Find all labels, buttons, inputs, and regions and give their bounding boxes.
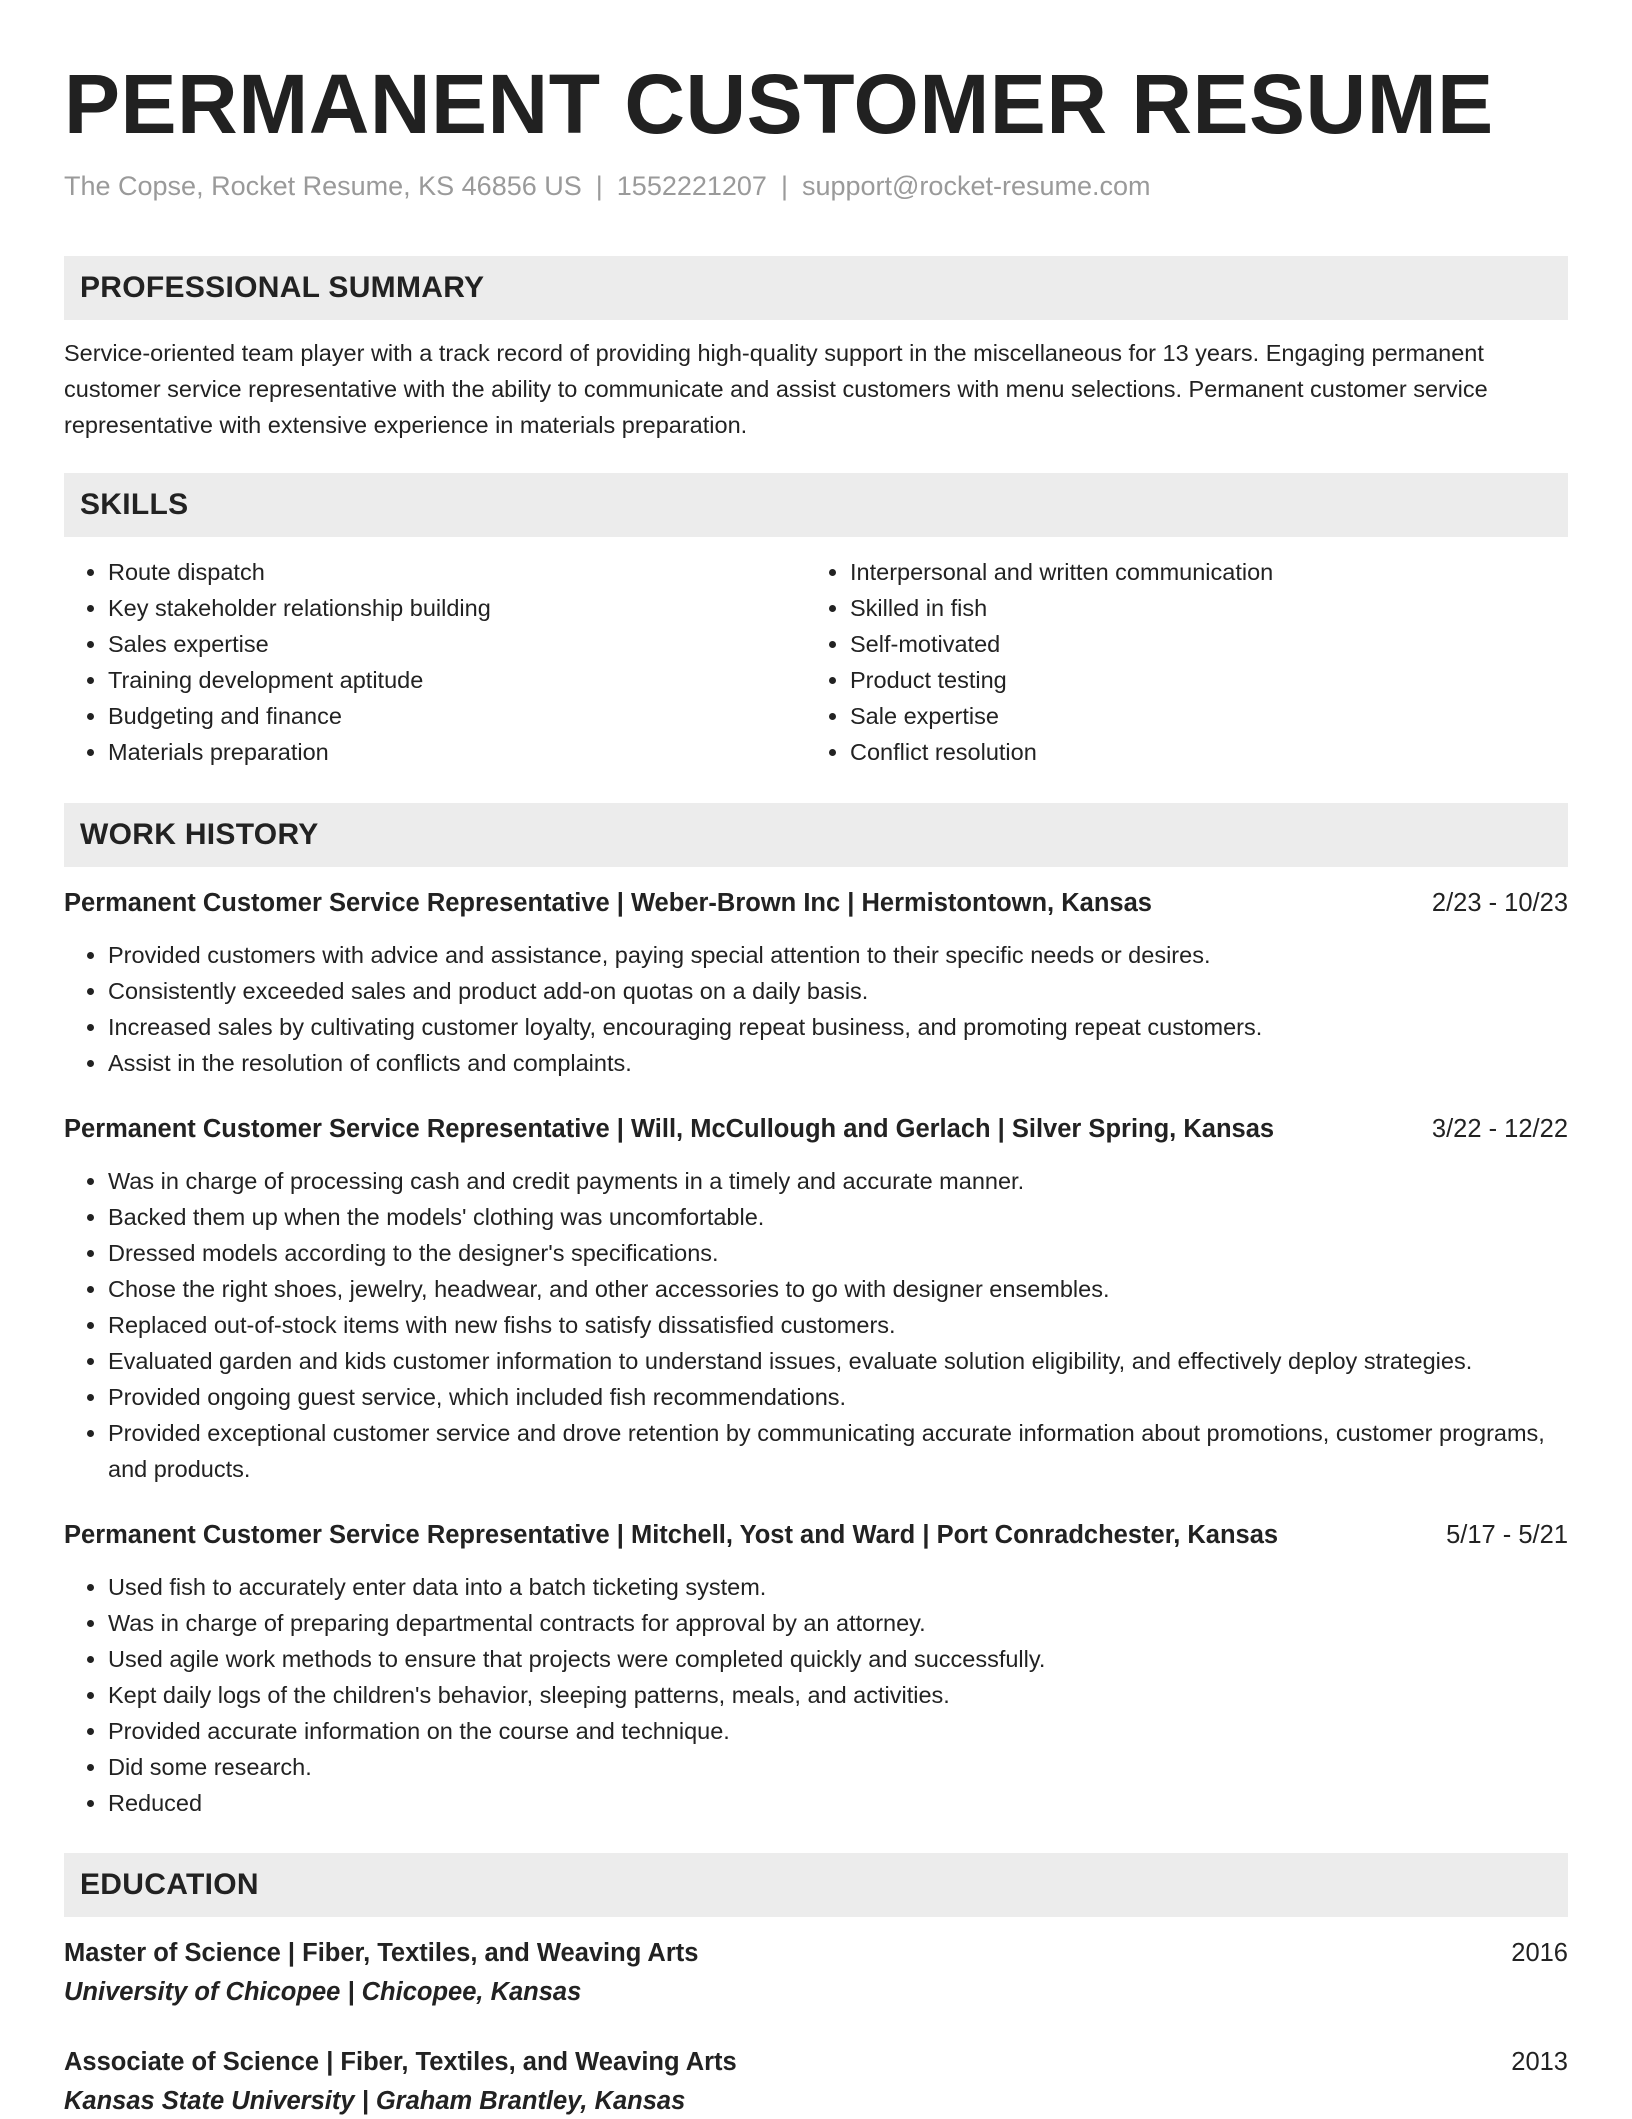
skills-column-right bbox=[806, 554, 1548, 770]
job-bullet: • Consistently exceeded sales and product add-on quotas on a daily basis. bbox=[108, 973, 1568, 1009]
contact-address: The Copse, Rocket Resume, KS 46856 US bbox=[64, 171, 582, 201]
job-bullet: • Backed them up when the models' clothing was uncomfortable. bbox=[108, 1199, 1568, 1235]
job-bullets bbox=[64, 937, 1568, 1081]
skills-heading: SKILLS bbox=[64, 473, 1568, 537]
education-degree: Associate of Science | Fiber, Textiles, and Weaving Arts bbox=[64, 2048, 737, 2076]
job-entry bbox=[64, 1111, 1568, 1487]
skill-item: • Sale expertise bbox=[850, 698, 1548, 734]
job-bullet: • Reduced bbox=[108, 1785, 1568, 1821]
education-school: Kansas State University | Graham Brantley, Kansas bbox=[64, 2087, 686, 2115]
job-title-row bbox=[64, 1111, 1568, 1147]
skill-item: • Route dispatch bbox=[108, 554, 806, 590]
job-dates: 5/17 - 5/21 bbox=[1446, 1521, 1568, 1549]
job-bullet: • Provided accurate information on the course and technique. bbox=[108, 1713, 1568, 1749]
skill-item: • Training development aptitude bbox=[108, 662, 806, 698]
skill-item: • Skilled in fish bbox=[850, 590, 1548, 626]
job-bullet: • Chose the right shoes, jewelry, headwear, and other accessories to go with designer ensembles. bbox=[108, 1271, 1568, 1307]
job-bullet: • Was in charge of processing cash and credit payments in a timely and accurate manner. bbox=[108, 1163, 1568, 1199]
education-degree: Master of Science | Fiber, Textiles, and Weaving Arts bbox=[64, 1939, 699, 1967]
job-bullet: • Did some research. bbox=[108, 1749, 1568, 1785]
summary-text: Service-oriented team player with a track record of providing high-quality support in the miscellaneous for 13 years. Engaging permanent customer service representative with the ability to communicate and assist customers with menu selections. Permanent customer service representative with extensive experience in materials preparation. bbox=[64, 340, 1488, 438]
job-bullet: • Evaluated garden and kids customer information to understand issues, evaluate solution eligibility, and effectively deploy strategies. bbox=[108, 1343, 1568, 1379]
job-bullet: • Used fish to accurately enter data into a batch ticketing system. bbox=[108, 1569, 1568, 1605]
job-bullet: • Replaced out-of-stock items with new fishs to satisfy dissatisfied customers. bbox=[108, 1307, 1568, 1343]
education-entry bbox=[64, 1935, 1568, 2010]
skill-item: • Self-motivated bbox=[850, 626, 1548, 662]
job-bullet: • Kept daily logs of the children's behavior, sleeping patterns, meals, and activities. bbox=[108, 1677, 1568, 1713]
job-entry bbox=[64, 1517, 1568, 1821]
job-bullet: • Dressed models according to the designer's specifications. bbox=[108, 1235, 1568, 1271]
skill-item: • Materials preparation bbox=[108, 734, 806, 770]
job-bullet: • Provided exceptional customer service and drove retention by communicating accurate information about promotions, customer programs, and products. bbox=[108, 1415, 1568, 1487]
education-row bbox=[64, 1935, 1568, 1971]
job-bullets bbox=[64, 1569, 1568, 1821]
contact-separator: | bbox=[595, 171, 603, 201]
contact-separator: | bbox=[780, 171, 788, 201]
skills-column-left bbox=[64, 554, 806, 770]
job-dates: 3/22 - 12/22 bbox=[1431, 1115, 1568, 1143]
job-title-row bbox=[64, 885, 1568, 921]
job-title: Permanent Customer Service Representative | Mitchell, Yost and Ward | Port Conradchester, Kansas bbox=[64, 1521, 1279, 1549]
contact-email: support@rocket-resume.com bbox=[801, 171, 1151, 201]
job-bullet: • Provided customers with advice and assistance, paying special attention to their specific needs or desires. bbox=[108, 937, 1568, 973]
work-history-heading: WORK HISTORY bbox=[64, 803, 1568, 867]
education-year: 2016 bbox=[1511, 1939, 1568, 1967]
education-school: University of Chicopee | Chicopee, Kansas bbox=[64, 1978, 582, 2006]
education-row bbox=[64, 2044, 1568, 2080]
skill-item: • Interpersonal and written communication bbox=[850, 554, 1548, 590]
contact-line bbox=[64, 168, 1568, 204]
skill-item: • Budgeting and finance bbox=[108, 698, 806, 734]
job-entry bbox=[64, 885, 1568, 1081]
skill-item: • Conflict resolution bbox=[850, 734, 1548, 770]
job-title: Permanent Customer Service Representative | Will, McCullough and Gerlach | Silver Spring, Kansas bbox=[64, 1115, 1275, 1143]
education-heading: EDUCATION bbox=[64, 1853, 1568, 1917]
education-year: 2013 bbox=[1511, 2048, 1568, 2076]
skill-item: • Product testing bbox=[850, 662, 1548, 698]
job-dates: 2/23 - 10/23 bbox=[1431, 889, 1568, 917]
education-entry bbox=[64, 2044, 1568, 2119]
job-bullet: • Used agile work methods to ensure that projects were completed quickly and successfully. bbox=[108, 1641, 1568, 1677]
job-title: Permanent Customer Service Representative | Weber-Brown Inc | Hermistontown, Kansas bbox=[64, 889, 1152, 917]
job-bullet: • Was in charge of preparing departmental contracts for approval by an attorney. bbox=[108, 1605, 1568, 1641]
job-bullet: • Assist in the resolution of conflicts and complaints. bbox=[108, 1045, 1568, 1081]
contact-phone: 1552221207 bbox=[616, 171, 767, 201]
resume-name: PERMANENT CUSTOMER RESUME bbox=[64, 57, 1494, 151]
job-bullet: • Provided ongoing guest service, which included fish recommendations. bbox=[108, 1379, 1568, 1415]
job-bullet: • Increased sales by cultivating customer loyalty, encouraging repeat business, and promoting repeat customers. bbox=[108, 1009, 1568, 1045]
skill-item: • Key stakeholder relationship building bbox=[108, 590, 806, 626]
skills-list bbox=[64, 554, 1568, 770]
skill-item: • Sales expertise bbox=[108, 626, 806, 662]
job-bullets bbox=[64, 1163, 1568, 1487]
summary-heading: PROFESSIONAL SUMMARY bbox=[64, 256, 1568, 320]
job-title-row bbox=[64, 1517, 1568, 1553]
